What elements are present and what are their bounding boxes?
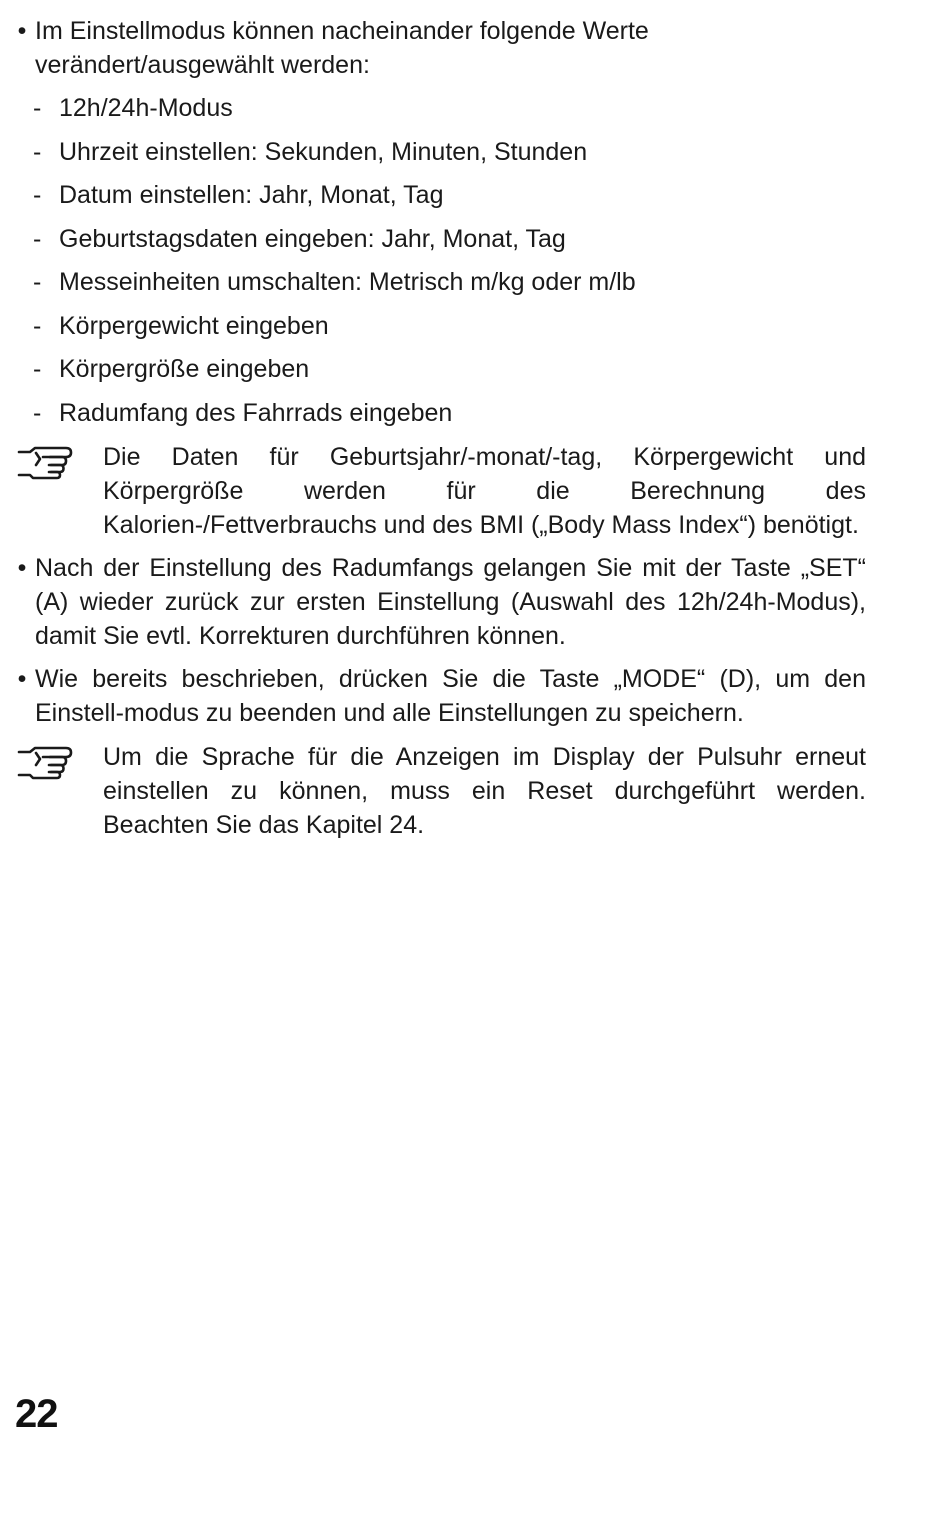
list-item — [33, 352, 853, 396]
bullet-text: Nach der Einstellung des Radumfangs gelangen Sie mit der Taste „SET“ (A) wieder zurück zur ersten Einstellung (Auswahl des 12h/24h-Modus), damit Sie evtl. Korrekturen durchführen können. — [35, 554, 866, 650]
list-item — [33, 222, 853, 266]
note-box — [14, 740, 866, 842]
list-item — [33, 265, 853, 309]
mode-bullet — [14, 662, 866, 730]
list-item-text: Geburtstagsdaten eingeben: Jahr, Monat, Tag — [59, 224, 566, 253]
reset-bullet — [14, 551, 866, 653]
note-text: Um die Sprache für die Anzeigen im Display der Pulsuhr erneut einstellen zu können, muss ein Reset durchgeführt werden. Beachten Sie das Kapitel 24. — [103, 743, 866, 839]
pointing-hand-icon — [16, 744, 82, 780]
list-item-text: Körpergröße eingeben — [59, 355, 310, 383]
note-text: Die Daten für Geburtsjahr/-monat/-tag, Körpergewicht und Körpergröße werden für die Berechnung des Kalorien-/Fettverbrauchs und des BMI („Body Mass Index“) benötigt. — [103, 443, 866, 539]
list-item-text: Uhrzeit einstellen: Sekunden, Minuten, Stunden — [59, 137, 588, 166]
list-item-text: Körpergewicht eingeben — [59, 311, 329, 340]
list-dash: - — [33, 137, 42, 166]
list-item-text: Messeinheiten umschalten: Metrisch m/kg oder m/lb — [59, 268, 636, 296]
settings-list — [33, 91, 853, 439]
pointing-hand-icon — [16, 444, 82, 480]
bullet-marker: • — [17, 554, 27, 582]
list-item — [33, 396, 853, 440]
list-item-text: Radumfang des Fahrrads eingeben — [59, 398, 453, 427]
list-dash: - — [33, 311, 42, 340]
page-number: 22 — [15, 1392, 58, 1436]
bullet-marker: • — [17, 665, 27, 693]
list-dash: - — [33, 94, 42, 122]
list-item — [33, 135, 853, 179]
bullet-marker: • — [17, 17, 27, 45]
bullet-text: Wie bereits beschrieben, drücken Sie die Taste „MODE“ (D), um den Einstell-modus zu beenden und alle Einstellungen zu speichern. — [35, 665, 866, 727]
list-item-text: Datum einstellen: Jahr, Monat, Tag — [59, 181, 444, 209]
intro-bullet — [14, 14, 866, 82]
list-dash: - — [33, 398, 42, 427]
list-dash: - — [33, 355, 42, 383]
list-item-text: 12h/24h-Modus — [59, 94, 233, 122]
list-dash: - — [33, 224, 42, 253]
intro-text: Im Einstellmodus können nacheinander folgende Werte verändert/ausgewählt werden: — [35, 17, 649, 79]
note-box — [14, 440, 866, 542]
list-item — [33, 309, 853, 353]
list-item — [33, 91, 853, 135]
list-item — [33, 178, 853, 222]
list-dash: - — [33, 181, 42, 209]
list-dash: - — [33, 268, 42, 296]
